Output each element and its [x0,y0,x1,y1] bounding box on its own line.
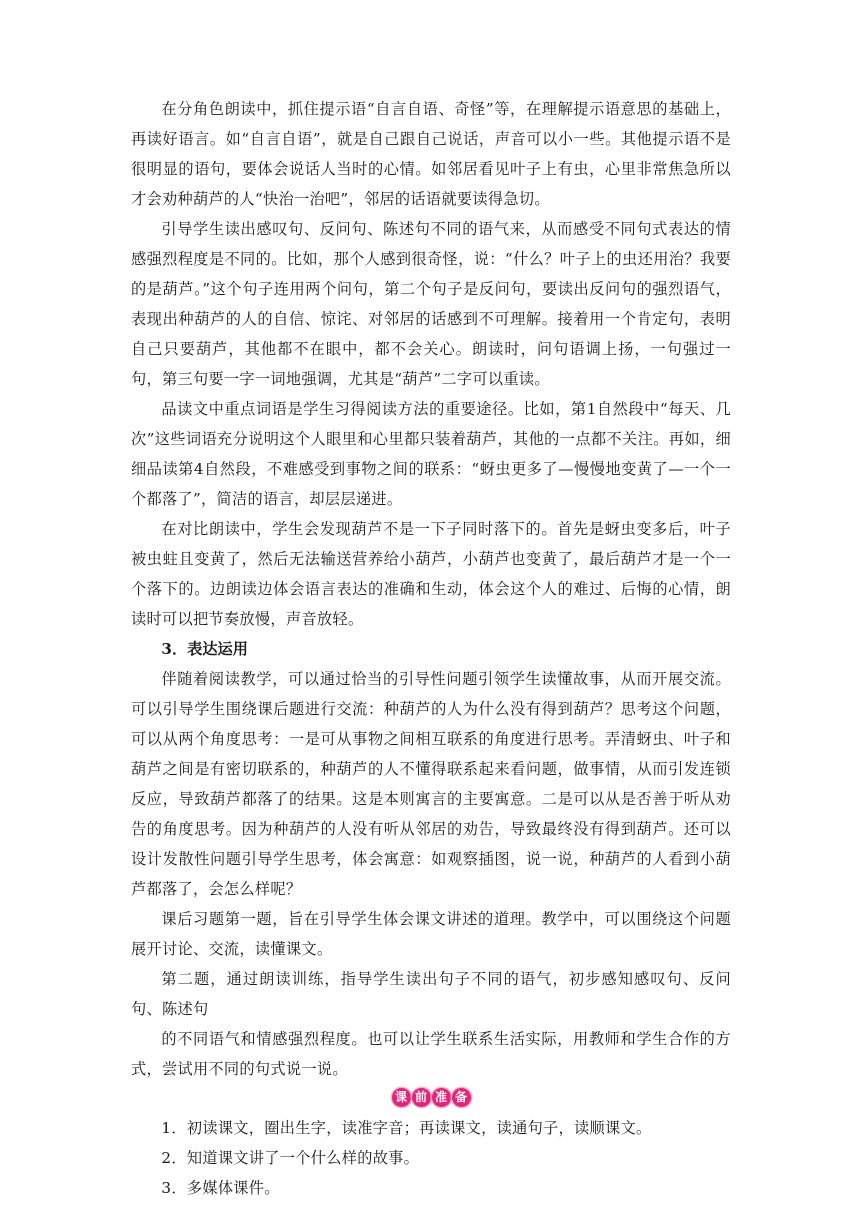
badge-char: 前 [412,1088,431,1107]
section-heading-expression: 3．表达运用 [161,640,248,658]
pre-class-preparation-badge [131,1088,731,1107]
paragraph-exercise-one: 课后习题第一题，旨在引导学生体会课文讲述的道理。教学中，可以围绕这个问题展开讨论、交流，读懂课文。 [131,910,731,958]
prep-item: 3．多媒体课件。 [161,1179,280,1197]
document-page [131,94,731,1203]
paragraph-exercise-two-continued: 的不同语气和情感强烈程度。也可以让学生联系生活实际，用教师和学生合作的方式，尝试用不同的句式说一说。 [131,1030,731,1078]
paragraph-key-words: 品读文中重点词语是学生习得阅读方法的重要途径。比如，第1自然段中“每天、几次”这些词语充分说明这个人眼里和心里都只装着葫芦，其他的一点都不关注。再如，细细品读第4自然段，不难感受到事物之间的联系：“蚜虫更多了—慢慢地变黄了—一个一个都落了”，简洁的语言，却层层递进。 [131,400,731,508]
paragraph-exercise-two: 第二题，通过朗读训练，指导学生读出句子不同的语气，初步感知感叹句、反问句、陈述句 [131,970,731,1018]
prep-item: 1．初读课文，圈出生字，读准字音；再读课文，读通句子，读顺课文。 [161,1119,652,1137]
badge-char: 准 [432,1088,451,1107]
paragraph-comparative-reading: 在对比朗读中，学生会发现葫芦不是一下子同时落下的。首先是蚜虫变多后，叶子被虫蛀且变黄了，然后无法输送营养给小葫芦，小葫芦也变黄了，最后葫芦才是一个一个落下的。边朗读边体会语言表达的准确和生动，体会这个人的难过、后悔的心情，朗读时可以把节奏放慢，声音放轻。 [131,520,731,628]
badge-char: 课 [392,1088,411,1107]
paragraph-role-reading: 在分角色朗读中，抓住提示语“自言自语、奇怪”等，在理解提示语意思的基础上，再读好语言。如“自言自语”，就是自己跟自己说话，声音可以小一些。其他提示语不是很明显的语句，要体会说话人当时的心情。如邻居看见叶子上有虫，心里非常焦急所以才会劝种葫芦的人“快治一治吧”，邻居的话语就要读得急切。 [131,100,731,208]
badge-char: 备 [452,1088,471,1107]
prep-item: 2．知道课文讲了一个什么样的故事。 [161,1149,420,1167]
paragraph-sentence-types: 引导学生读出感叹句、反问句、陈述句不同的语气来，从而感受不同句式表达的情感强烈程度是不同的。比如，那个人感到很奇怪，说：“什么？叶子上的虫还用治？我要的是葫芦。”这个句子连用两个问句，第二个句子是反问句，要读出反问句的强烈语气，表现出种葫芦的人的自信、惊诧、对邻居的话感到不可理解。接着用一个肯定句，表明自己只要葫芦，其他都不在眼中，都不会关心。朗读时，问句语调上扬，一句强过一句，第三句要一字一词地强调，尤其是“葫芦”二字可以重读。 [131,220,731,388]
paragraph-guided-discussion: 伴随着阅读教学，可以通过恰当的引导性问题引领学生读懂故事，从而开展交流。可以引导学生围绕课后题进行交流：种葫芦的人为什么没有得到葫芦？思考这个问题，可以从两个角度思考：一是可从事物之间相互联系的角度进行思考。弄清蚜虫、叶子和葫芦之间是有密切联系的，种葫芦的人不懂得联系起来看问题，做事情，从而引发连锁反应，导致葫芦都落了的结果。这是本则寓言的主要寓意。二是可以从是否善于听从劝告的角度思考。因为种葫芦的人没有听从邻居的劝告，导致最终没有得到葫芦。还可以设计发散性问题引导学生思考，体会寓意：如观察插图，说一说，种葫芦的人看到小葫芦都落了，会怎么样呢？ [131,670,731,898]
